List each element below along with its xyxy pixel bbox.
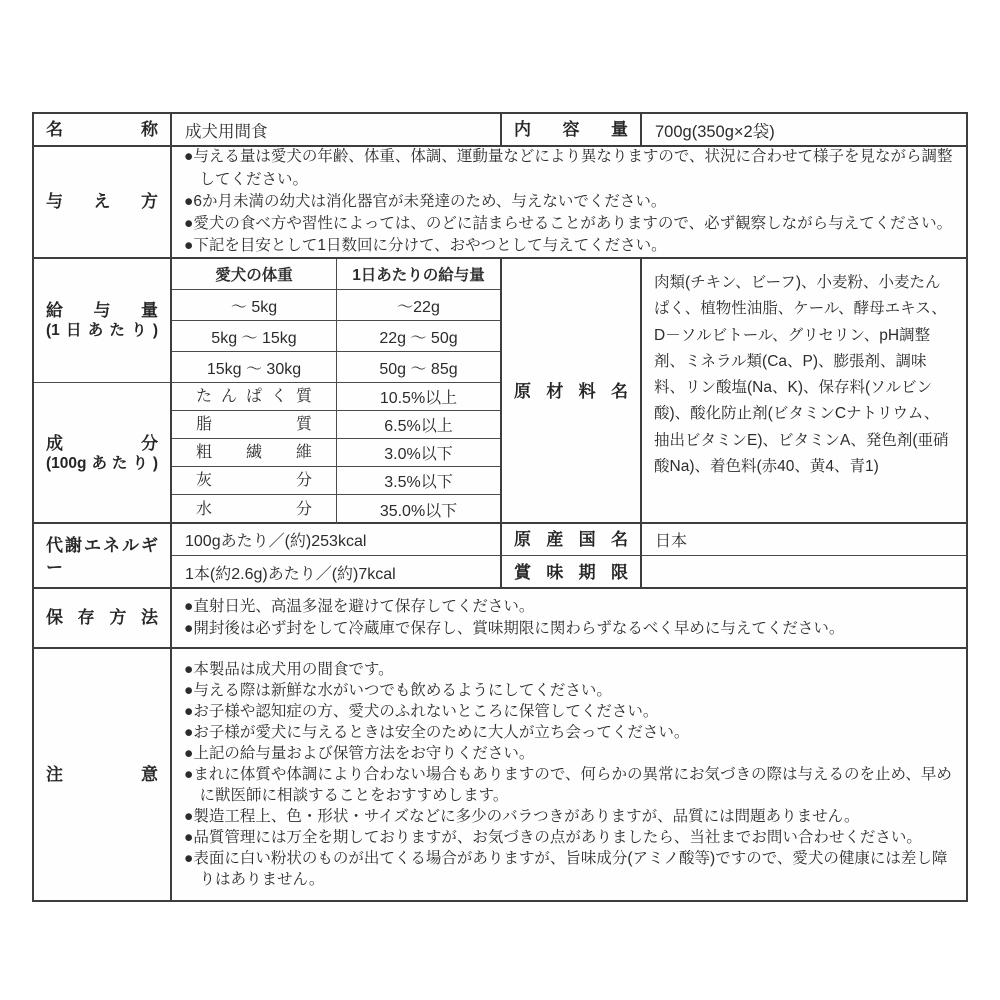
feeding-amount-header (34, 259, 172, 383)
nutrient-value-cell: 6.5%以上 (337, 411, 502, 439)
caution-header-label: 注意 (46, 764, 158, 784)
nutrient-name-cell (172, 411, 337, 439)
row-caution (34, 647, 966, 900)
ingredients-header (502, 259, 642, 524)
row-storage (34, 587, 966, 647)
bullet-item: ●6か月未満の幼犬は消化器官が未発達のため、与えないでください。 (184, 192, 667, 210)
ingredients-value: 肉類(チキン、ビーフ)、小麦粉、小麦たんぱく、植物性油脂、ケール、酵母エキス、D－ソルビトール、グリセリン、pH調整剤、ミネラル類(Ca、P)、膨張剤、調味料、リン酸塩(Na、K)、保存料(ソルビン酸)、酸化防止剤(ビタミンCナトリウム、抽出ビタミンE)、ビタミンA、発色剤(亜硝酸Na)、着色料(赤40、黄4、青1) (654, 274, 949, 476)
storage-header (34, 589, 172, 647)
bullet-item: ●直射日光、高温多湿を避けて保存してください。 (184, 597, 535, 615)
bullet-item: ●表面に白い粉状のものが出てくる場合がありますが、旨味成分(アミノ酸等)ですので、愛犬の健康には差し障りはありません。 (184, 850, 948, 888)
expiry-header (502, 556, 642, 589)
bullet-item: ●お子様や認知症の方、愛犬のふれないところに保管してください。 (184, 703, 659, 720)
caution-bullet-list (184, 659, 954, 890)
product-name-header-label: 名称 (46, 119, 158, 139)
origin-header-label: 原産国名 (514, 529, 628, 549)
weight-cell: 5kg ～ 15kg (172, 321, 337, 352)
storage-bullet-list (184, 596, 954, 641)
feeding-method-header-label: 与え方 (46, 192, 158, 212)
feeding-method-text (172, 147, 966, 257)
caution-text (172, 649, 966, 900)
nutrient-name-cell (172, 383, 337, 411)
weight-column-header: 愛犬の体重 (172, 259, 337, 290)
feeding-amount-header-line2: (1日あたり) (46, 322, 158, 340)
nutrient-name: 灰分 (196, 471, 312, 489)
bullet-item: ●上記の給与量および保管方法をお守りください。 (184, 745, 535, 762)
bullet-item: ●本製品は成犬用の間食です。 (184, 661, 394, 678)
energy-per-100g: 100gあたり／(約)253kcal (172, 524, 502, 556)
row-feeding-method (34, 145, 966, 257)
bullet-item: ●与える際は新鮮な水がいつでも飲めるようにしてください。 (184, 682, 612, 699)
caution-header (34, 649, 172, 900)
net-content-header-label: 内容量 (514, 119, 628, 139)
nutrient-name-cell (172, 495, 337, 524)
origin-header (502, 524, 642, 556)
row-energy-origin (34, 522, 966, 587)
energy-grid (34, 524, 966, 587)
storage-text (172, 589, 966, 647)
mid-grid (34, 259, 966, 522)
nutrient-name: 脂質 (196, 415, 312, 433)
feeding-amount-header-line1: 給与量 (46, 301, 158, 321)
nutrient-name-cell (172, 467, 337, 495)
feeding-method-header (34, 147, 172, 257)
nutrient-name-cell (172, 439, 337, 467)
bullet-item: ●下記を目安として1日数回に分けて、おやつとして与えてください。 (184, 237, 667, 255)
bullet-item: ●品質管理には万全を期しておりますが、お気づきの点がありましたら、当社までお問い合わせください。 (184, 829, 922, 846)
amount-cell: 50g ～ 85g (337, 352, 502, 383)
composition-header-line1: 成分 (46, 434, 158, 454)
weight-cell: ～ 5kg (172, 290, 337, 321)
bullet-item: ●まれに体質や体調により合わない場合もありますので、何らかの異常にお気づきの際は与えるのを止め、早めに獣医師に相談することをおすすめします。 (184, 766, 952, 804)
energy-per-stick: 1本(約2.6g)あたり／(約)7kcal (172, 556, 502, 589)
nutrient-value-cell: 3.5%以下 (337, 467, 502, 495)
amount-column-header: 1日あたりの給与量 (337, 259, 502, 290)
nutrient-value-cell: 10.5%以上 (337, 383, 502, 411)
product-name-header (34, 114, 172, 145)
bullet-item: ●開封後は必ず封をして冷蔵庫で保存し、賞味期限に関わらずなるべく早めに与えてください。 (184, 620, 845, 637)
bullet-item: ●愛犬の食べ方や習性によっては、のどに詰まらせることがありますので、必ず観察しながら与えてください。 (184, 215, 953, 233)
composition-header (34, 383, 172, 524)
row-amount-composition-ingredients (34, 257, 966, 522)
feeding-method-bullet-list (184, 146, 954, 257)
expiry-value (642, 556, 966, 589)
bullet-item: ●お子様が愛犬に与えるときは安全のために大人が立ち会ってください。 (184, 724, 690, 741)
bullet-item: ●製造工程上、色・形状・サイズなどに多少のバラつきがありますが、品質には問題ありません。 (184, 808, 860, 825)
origin-value: 日本 (642, 524, 966, 556)
amount-cell: ～22g (337, 290, 502, 321)
nutrient-value-cell: 35.0%以下 (337, 495, 502, 524)
expiry-header-label: 賞味期限 (514, 562, 628, 582)
net-content-value: 700g(350g×2袋) (655, 122, 775, 141)
bullet-item: ●与える量は愛犬の年齢、体重、体調、運動量などにより異なりますので、状況に合わせて様子を見ながら調整してください。 (184, 148, 953, 188)
energy-header-label: 代謝エネルギー (46, 536, 158, 577)
weight-cell: 15kg ～ 30kg (172, 352, 337, 383)
storage-header-label: 保存方法 (46, 608, 158, 628)
nutrient-name: 水分 (196, 500, 312, 518)
nutrient-name: 粗繊維 (196, 443, 312, 461)
net-content-header (502, 114, 642, 145)
nutrient-name: たんぱく質 (196, 387, 312, 405)
product-spec-table (32, 112, 968, 902)
nutrient-value-cell: 3.0%以下 (337, 439, 502, 467)
composition-header-line2: (100gあたり) (46, 455, 158, 473)
amount-cell: 22g ～ 50g (337, 321, 502, 352)
ingredients-header-label: 原材料名 (514, 381, 628, 401)
row-product-name (34, 114, 966, 145)
energy-header (34, 524, 172, 589)
product-name-value: 成犬用間食 (172, 114, 502, 145)
